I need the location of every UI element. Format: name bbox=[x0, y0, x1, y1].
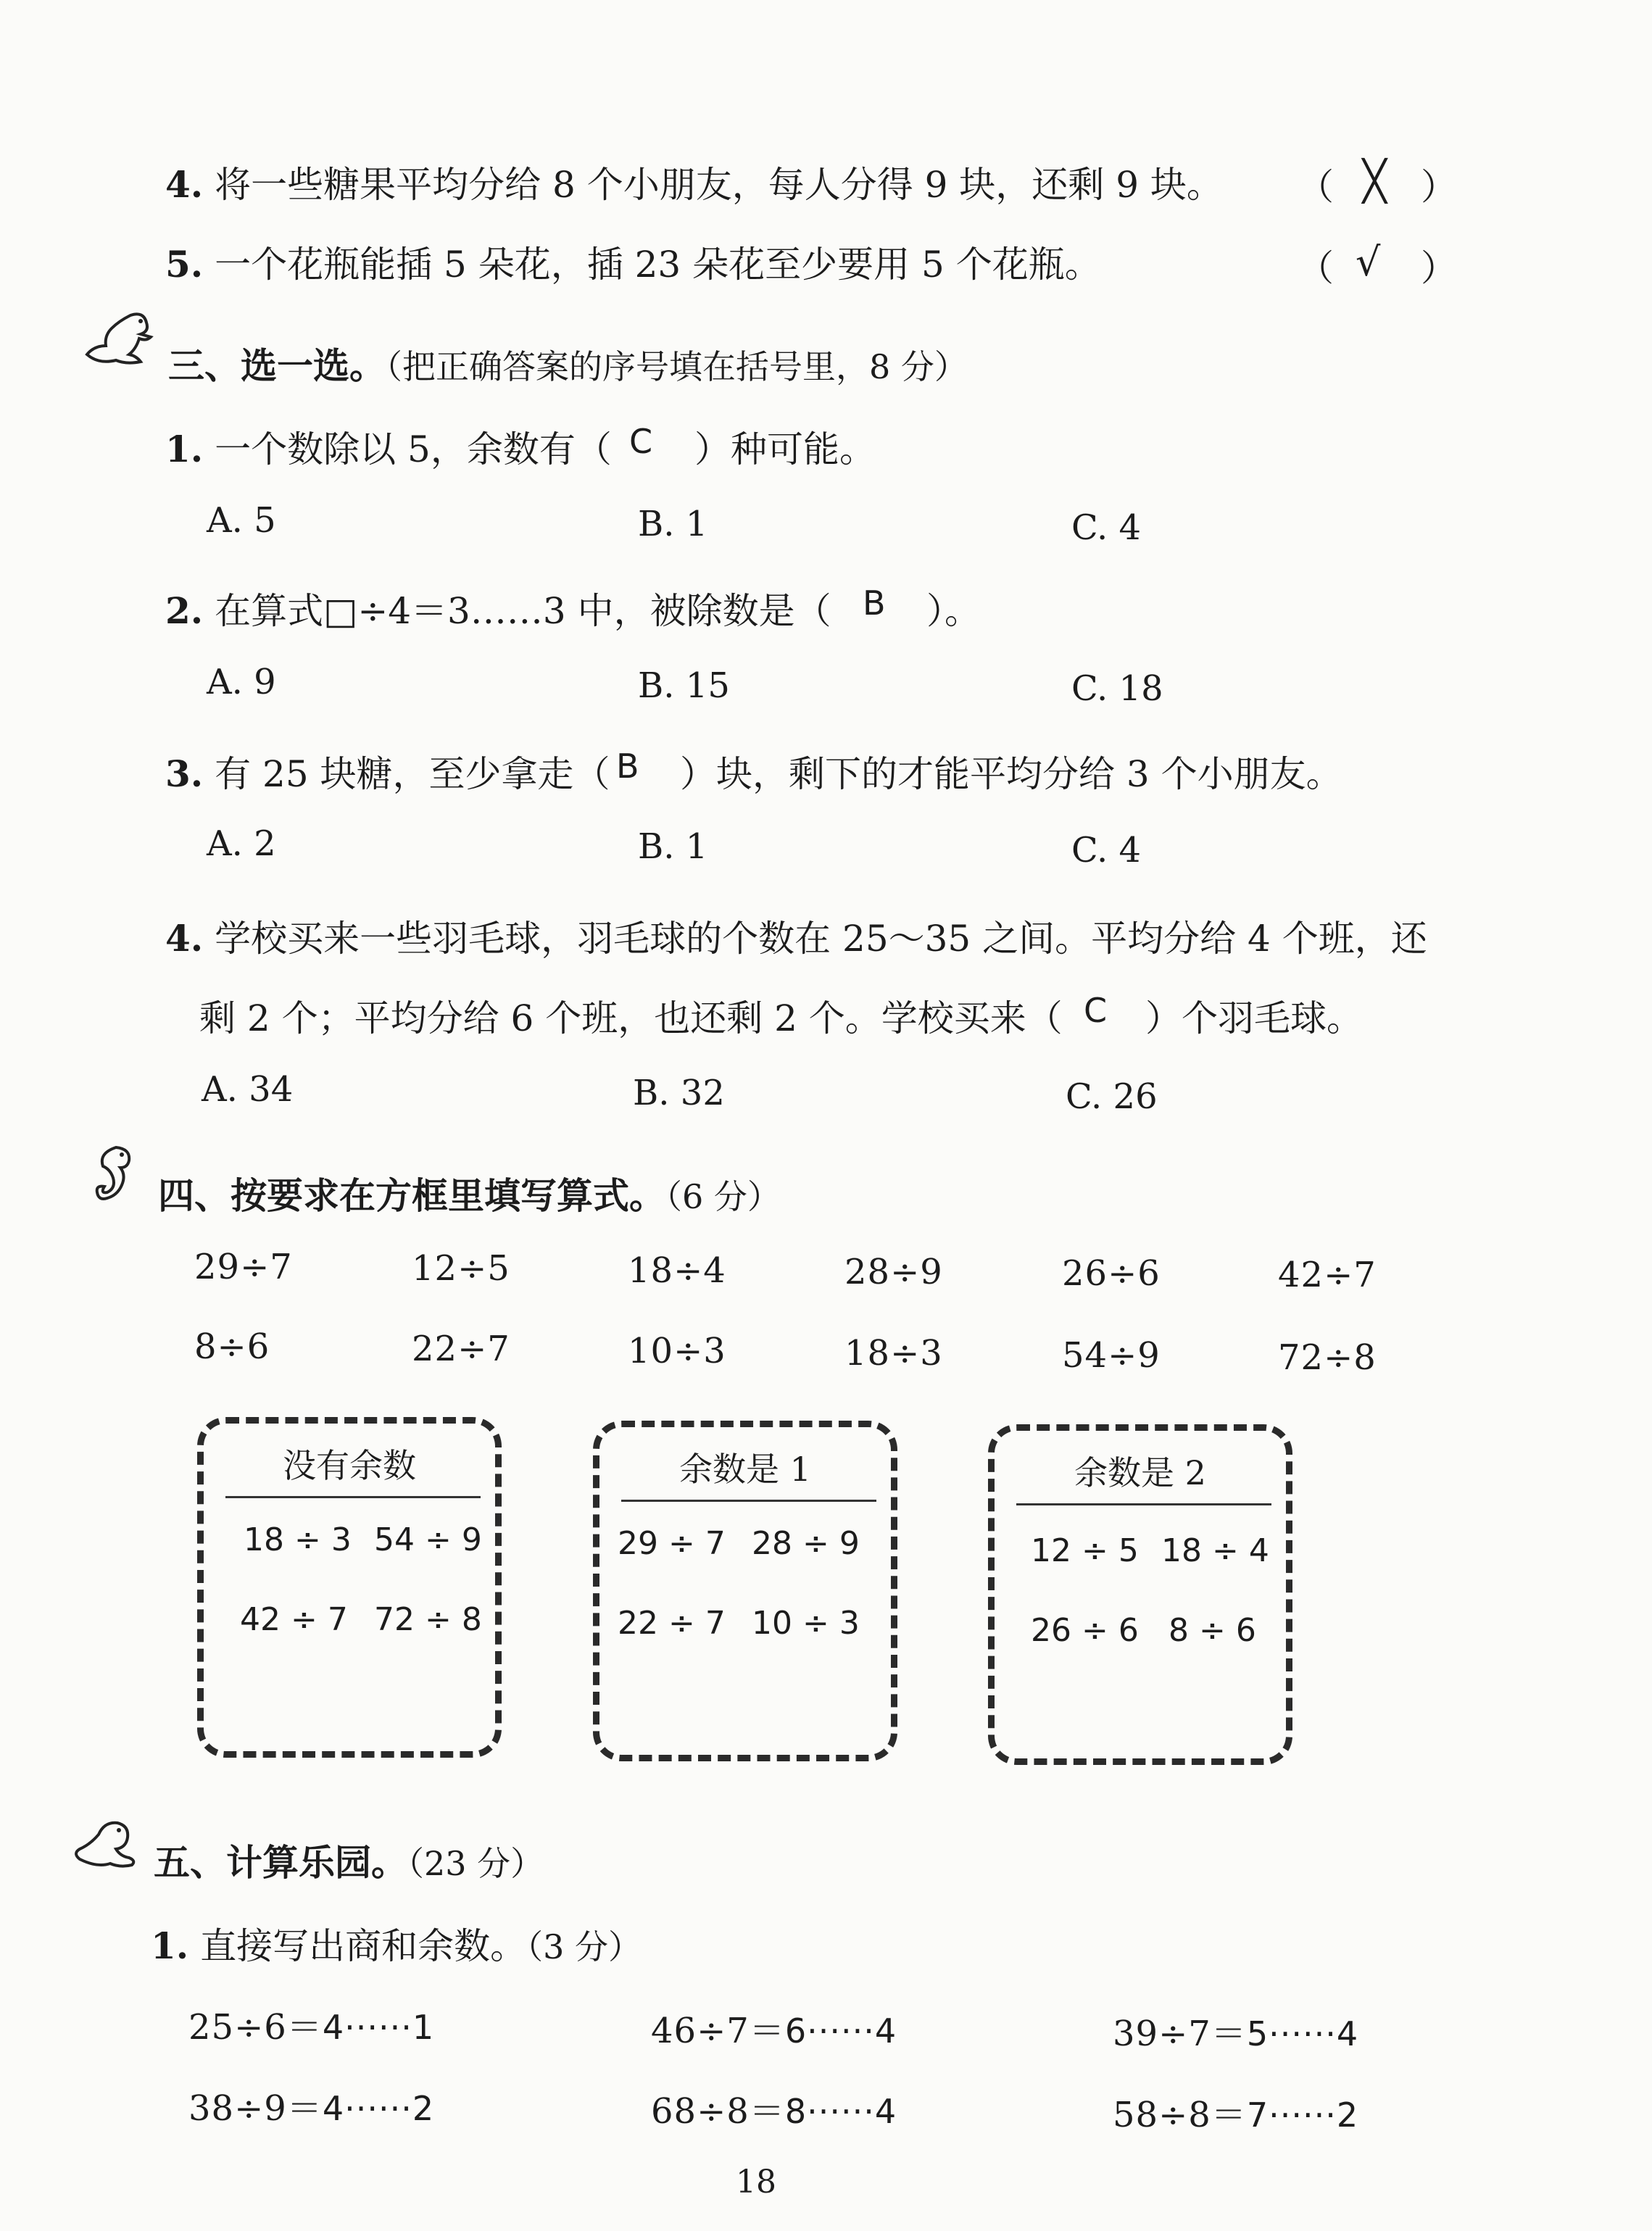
box-remainder-1 bbox=[593, 1421, 897, 1761]
s4-row2-expr: 8÷6 bbox=[194, 1326, 270, 1367]
s3-q1-option-a: A. 5 bbox=[207, 500, 276, 541]
page-number: 18 bbox=[736, 2164, 776, 2201]
s3-q4-line2: 剩 2 个；平均分给 6 个班，也还剩 2 个。学校买来（ bbox=[199, 997, 1063, 1039]
judge-q5: 5. 一个花瓶能插 5 朵花，插 23 朵花至少要用 5 个花瓶。 bbox=[165, 243, 1101, 286]
box-title: 余数是 1 bbox=[679, 1450, 811, 1489]
s3-q4-post: ）个羽毛球。 bbox=[1145, 997, 1363, 1039]
s5-answer: 5······4 bbox=[1246, 2014, 1359, 2053]
s5-answer: 8······4 bbox=[784, 2092, 897, 2131]
box-item: 8 ÷ 6 bbox=[1169, 1612, 1256, 1649]
box-item: 26 ÷ 6 bbox=[1031, 1612, 1139, 1649]
judge-q4-paren-close: ） bbox=[1421, 166, 1457, 208]
s4-row1-expr: 26÷6 bbox=[1062, 1253, 1161, 1294]
s3-q4-option-b: B. 32 bbox=[633, 1073, 725, 1113]
s3-q3: 3. 有 25 块糖，至少拿走（ bbox=[165, 752, 610, 795]
judge-q4-paren-open: （ bbox=[1298, 166, 1334, 208]
s5-sub1: 1. 直接写出商和余数。（3 分） bbox=[151, 1924, 642, 1967]
judge-q5-paren-open: （ bbox=[1298, 247, 1334, 289]
box-item: 18 ÷ 4 bbox=[1161, 1532, 1269, 1569]
s5-problem: 68÷8＝8······4 bbox=[651, 2091, 897, 2132]
s5-answer: 4······1 bbox=[322, 2008, 435, 2047]
box-item: 22 ÷ 7 bbox=[618, 1605, 726, 1642]
box-item: 54 ÷ 9 bbox=[374, 1521, 482, 1558]
s3-q3-post: ）块，剩下的才能平均分给 3 个小朋友。 bbox=[680, 753, 1342, 795]
box-item: 28 ÷ 9 bbox=[752, 1525, 860, 1562]
s4-row1-expr: 18÷4 bbox=[628, 1250, 726, 1291]
s3-q2: 2. 在算式□÷4＝3……3 中，被除数是（ bbox=[165, 589, 831, 632]
s5-problem: 46÷7＝6······4 bbox=[651, 2011, 897, 2051]
section5-heading: 五、计算乐园。（23 分） bbox=[154, 1842, 544, 1884]
box-divider bbox=[1016, 1503, 1271, 1505]
s5-problem: 25÷6＝4······1 bbox=[188, 2007, 435, 2048]
s3-q2-option-a: A. 9 bbox=[207, 662, 276, 702]
s3-q1: 1. 一个数除以 5，余数有（ bbox=[165, 428, 612, 470]
s5-problem: 38÷9＝4······2 bbox=[188, 2088, 435, 2129]
box-divider bbox=[225, 1496, 481, 1498]
judge-q4-answer: ╳ bbox=[1363, 158, 1387, 204]
s4-row2-expr: 54÷9 bbox=[1062, 1335, 1161, 1376]
s5-problem: 39÷7＝5······4 bbox=[1113, 2014, 1359, 2054]
s3-q3-option-c: C. 4 bbox=[1071, 830, 1142, 871]
s3-q4-answer: C bbox=[1084, 991, 1108, 1030]
s5-answer: 4······2 bbox=[322, 2089, 435, 2128]
s3-q1-option-c: C. 4 bbox=[1071, 507, 1142, 548]
s3-q3-answer: B bbox=[616, 747, 639, 786]
s3-q4-option-c: C. 26 bbox=[1066, 1076, 1158, 1117]
s4-row1-expr: 12÷5 bbox=[412, 1248, 510, 1289]
s3-q2-option-c: C. 18 bbox=[1071, 668, 1163, 709]
s4-row2-expr: 18÷3 bbox=[844, 1333, 943, 1374]
box-item: 10 ÷ 3 bbox=[752, 1605, 860, 1642]
box-title: 没有余数 bbox=[283, 1446, 416, 1485]
s3-q2-option-b: B. 15 bbox=[638, 665, 730, 706]
judge-q5-answer: √ bbox=[1356, 239, 1381, 285]
s3-q4-line1: 4. 学校买来一些羽毛球，羽毛球的个数在 25～35 之间。平均分给 4 个班，还 bbox=[165, 917, 1427, 960]
duck-icon bbox=[80, 308, 159, 373]
s3-q2-post: ）。 bbox=[926, 590, 981, 632]
s5-problem: 58÷8＝7······2 bbox=[1113, 2095, 1359, 2135]
s4-row1-expr: 28÷9 bbox=[844, 1252, 943, 1292]
s3-q3-option-a: A. 2 bbox=[207, 823, 276, 864]
s3-q4-option-a: A. 34 bbox=[202, 1069, 294, 1110]
section4-heading: 四、按要求在方框里填写算式。（6 分） bbox=[158, 1175, 781, 1217]
s3-q1-option-b: B. 1 bbox=[638, 504, 708, 544]
box-no-remainder bbox=[197, 1417, 502, 1758]
section3-heading: 三、选一选。（把正确答案的序号填在括号里，8 分） bbox=[168, 345, 968, 387]
s3-q1-post: ）种可能。 bbox=[694, 428, 876, 470]
box-divider bbox=[621, 1500, 876, 1502]
s4-row2-expr: 72÷8 bbox=[1278, 1337, 1377, 1378]
seahorse-icon bbox=[80, 1142, 145, 1214]
s4-row1-expr: 42÷7 bbox=[1278, 1255, 1377, 1295]
s3-q2-answer: B bbox=[863, 583, 886, 623]
s3-q1-answer: C bbox=[629, 422, 653, 461]
box-title: 余数是 2 bbox=[1074, 1453, 1206, 1492]
walrus-icon bbox=[65, 1808, 145, 1874]
s4-row2-expr: 22÷7 bbox=[412, 1329, 510, 1369]
s4-row1-expr: 29÷7 bbox=[194, 1247, 293, 1287]
s5-answer: 6······4 bbox=[784, 2011, 897, 2051]
box-item: 18 ÷ 3 bbox=[244, 1521, 352, 1558]
judge-q5-paren-close: ） bbox=[1421, 247, 1457, 289]
box-item: 29 ÷ 7 bbox=[618, 1525, 726, 1562]
judge-q4: 4. 将一些糖果平均分给 8 个小朋友，每人分得 9 块，还剩 9 块。 bbox=[165, 163, 1223, 206]
box-remainder-2 bbox=[988, 1424, 1292, 1765]
box-item: 72 ÷ 8 bbox=[374, 1601, 482, 1638]
box-item: 12 ÷ 5 bbox=[1031, 1532, 1139, 1569]
box-item: 42 ÷ 7 bbox=[240, 1601, 348, 1638]
s4-row2-expr: 10÷3 bbox=[628, 1331, 726, 1371]
s3-q3-option-b: B. 1 bbox=[638, 826, 708, 867]
s5-answer: 7······2 bbox=[1246, 2095, 1359, 2135]
